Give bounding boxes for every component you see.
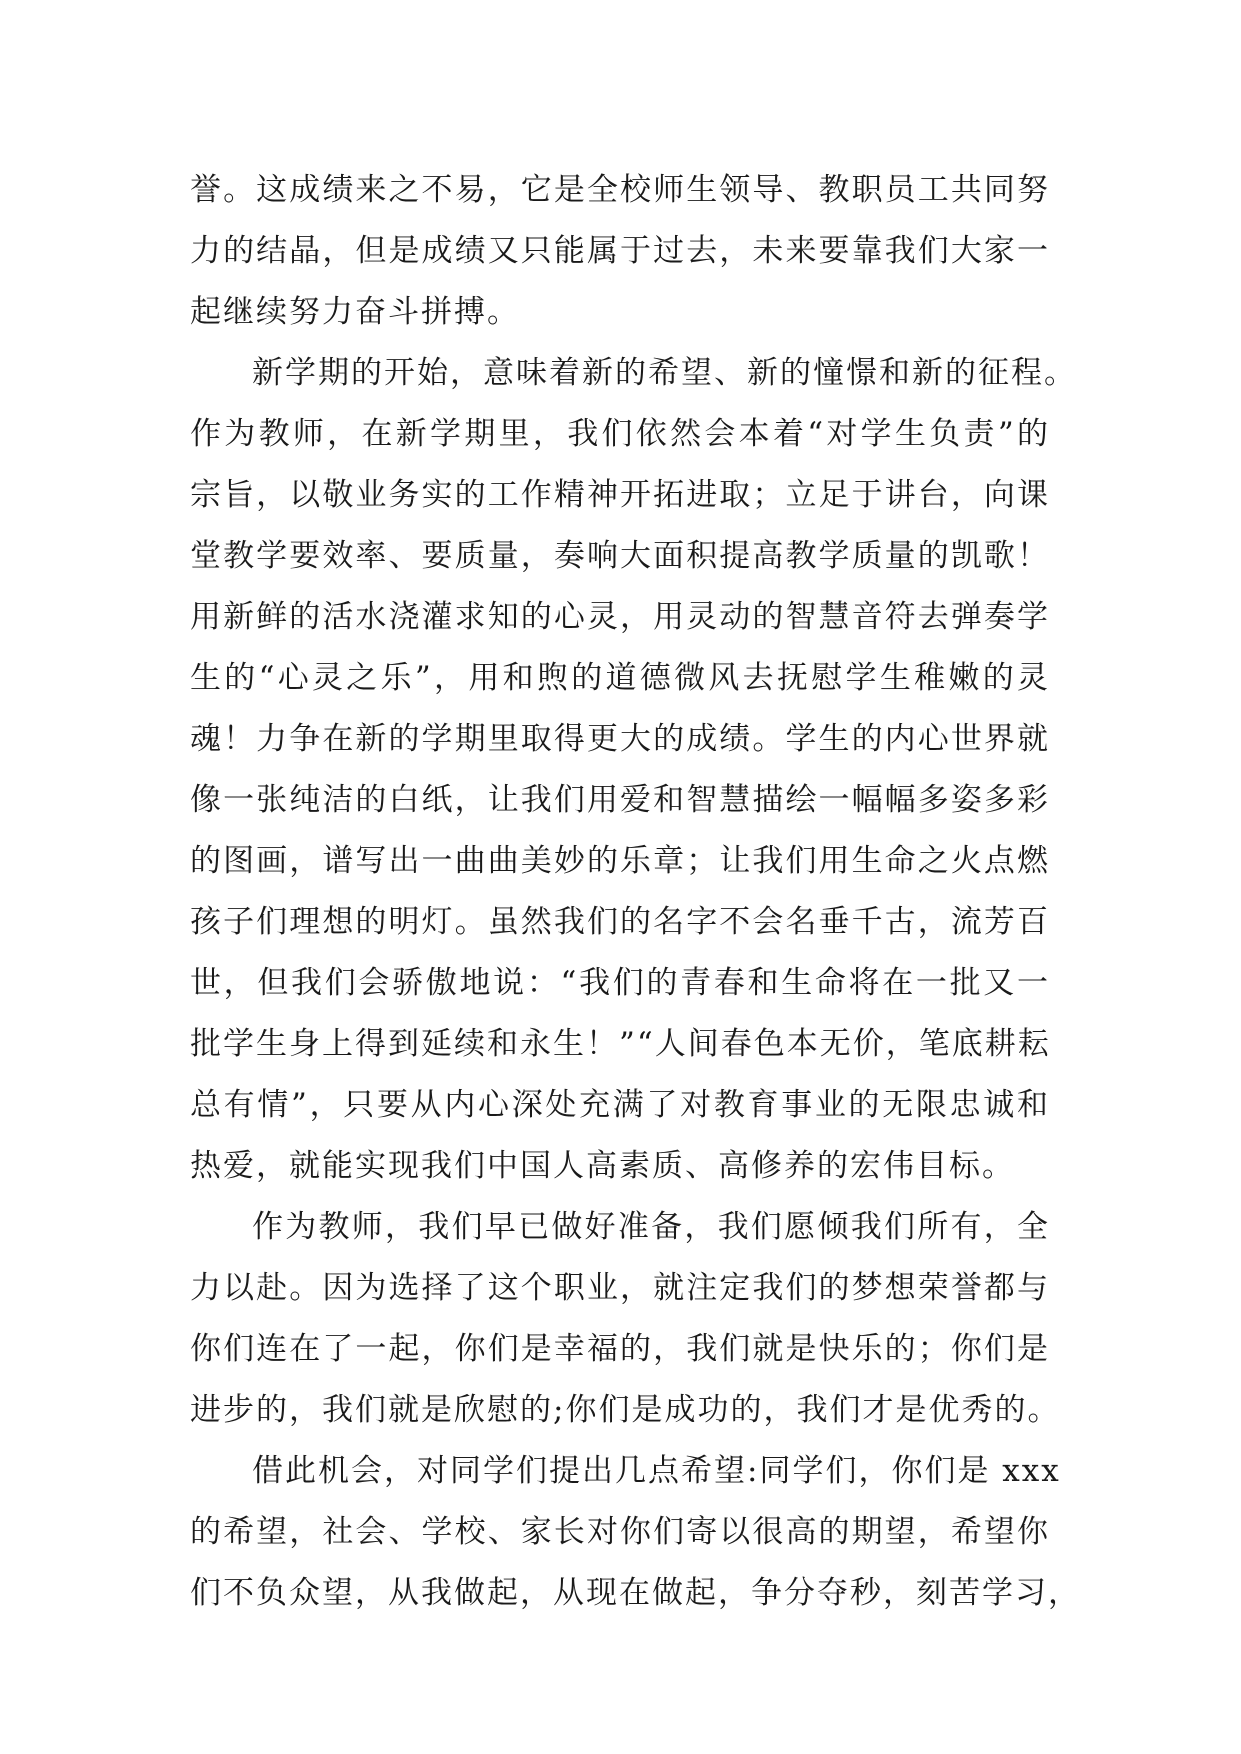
text-line: 的图画，谱写出一曲曲美妙的乐章；让我们用生命之火点燃 [190, 843, 1050, 879]
text-line: 你们连在了一起，你们是幸福的，我们就是快乐的；你们是 [190, 1331, 1050, 1367]
text-line: 魂！力争在新的学期里取得更大的成绩。学生的内心世界就 [190, 721, 1050, 757]
text-line: 力以赴。因为选择了这个职业，就注定我们的梦想荣誉都与 [190, 1270, 1050, 1306]
paragraph [190, 1441, 1081, 1624]
text-line: 誉。这成绩来之不易，它是全校师生领导、教职员工共同努 [190, 172, 1050, 208]
text-line: 的希望，社会、学校、家长对你们寄以很高的期望，希望你 [190, 1514, 1050, 1550]
text-line: 进步的，我们就是欣慰的;你们是成功的，我们才是优秀的。 [190, 1392, 1061, 1428]
paragraph [190, 343, 1077, 1197]
text-line: 热爱，就能实现我们中国人高素质、高修养的宏伟目标。 [190, 1148, 1015, 1184]
text-line: 批学生身上得到延续和永生！”“人间春色本无价，笔底耕耘 [190, 1026, 1051, 1062]
paragraph [190, 1197, 1061, 1441]
text-line: 们不负众望，从我做起，从现在做起，争分夺秒，刻苦学习， [190, 1575, 1081, 1611]
text-line: 堂教学要效率、要质量，奏响大面积提高教学质量的凯歌！ [190, 538, 1050, 574]
text-line: 用新鲜的活水浇灌求知的心灵，用灵动的智慧音符去弹奏学 [190, 599, 1050, 635]
text-line: 借此机会，对同学们提出几点希望:同学们，你们是 xxx [252, 1453, 1061, 1489]
text-line: 宗旨，以敬业务实的工作精神开拓进取；立足于讲台，向课 [190, 477, 1050, 513]
text-line: 孩子们理想的明灯。虽然我们的名字不会名垂千古，流芳百 [190, 904, 1050, 940]
text-line: 像一张纯洁的白纸，让我们用爱和智慧描绘一幅幅多姿多彩 [190, 782, 1050, 818]
text-line: 生的“心灵之乐”，用和煦的道德微风去抚慰学生稚嫩的灵 [190, 660, 1050, 696]
text-line: 总有情”，只要从内心深处充满了对教育事业的无限忠诚和 [190, 1087, 1050, 1123]
document-body [190, 160, 1081, 1624]
text-line: 作为教师，我们早已做好准备，我们愿倾我们所有，全 [252, 1209, 1050, 1245]
text-line: 新学期的开始，意味着新的希望、新的憧憬和新的征程。 [252, 355, 1077, 391]
text-line: 作为教师，在新学期里，我们依然会本着“对学生负责”的 [190, 416, 1050, 452]
text-line: 世，但我们会骄傲地说：“我们的青春和生命将在一批又一 [190, 965, 1050, 1001]
text-line: 力的结晶，但是成绩又只能属于过去，未来要靠我们大家一 [190, 233, 1050, 269]
text-line: 起继续努力奋斗拼搏。 [190, 294, 520, 330]
paragraph [190, 160, 1050, 343]
